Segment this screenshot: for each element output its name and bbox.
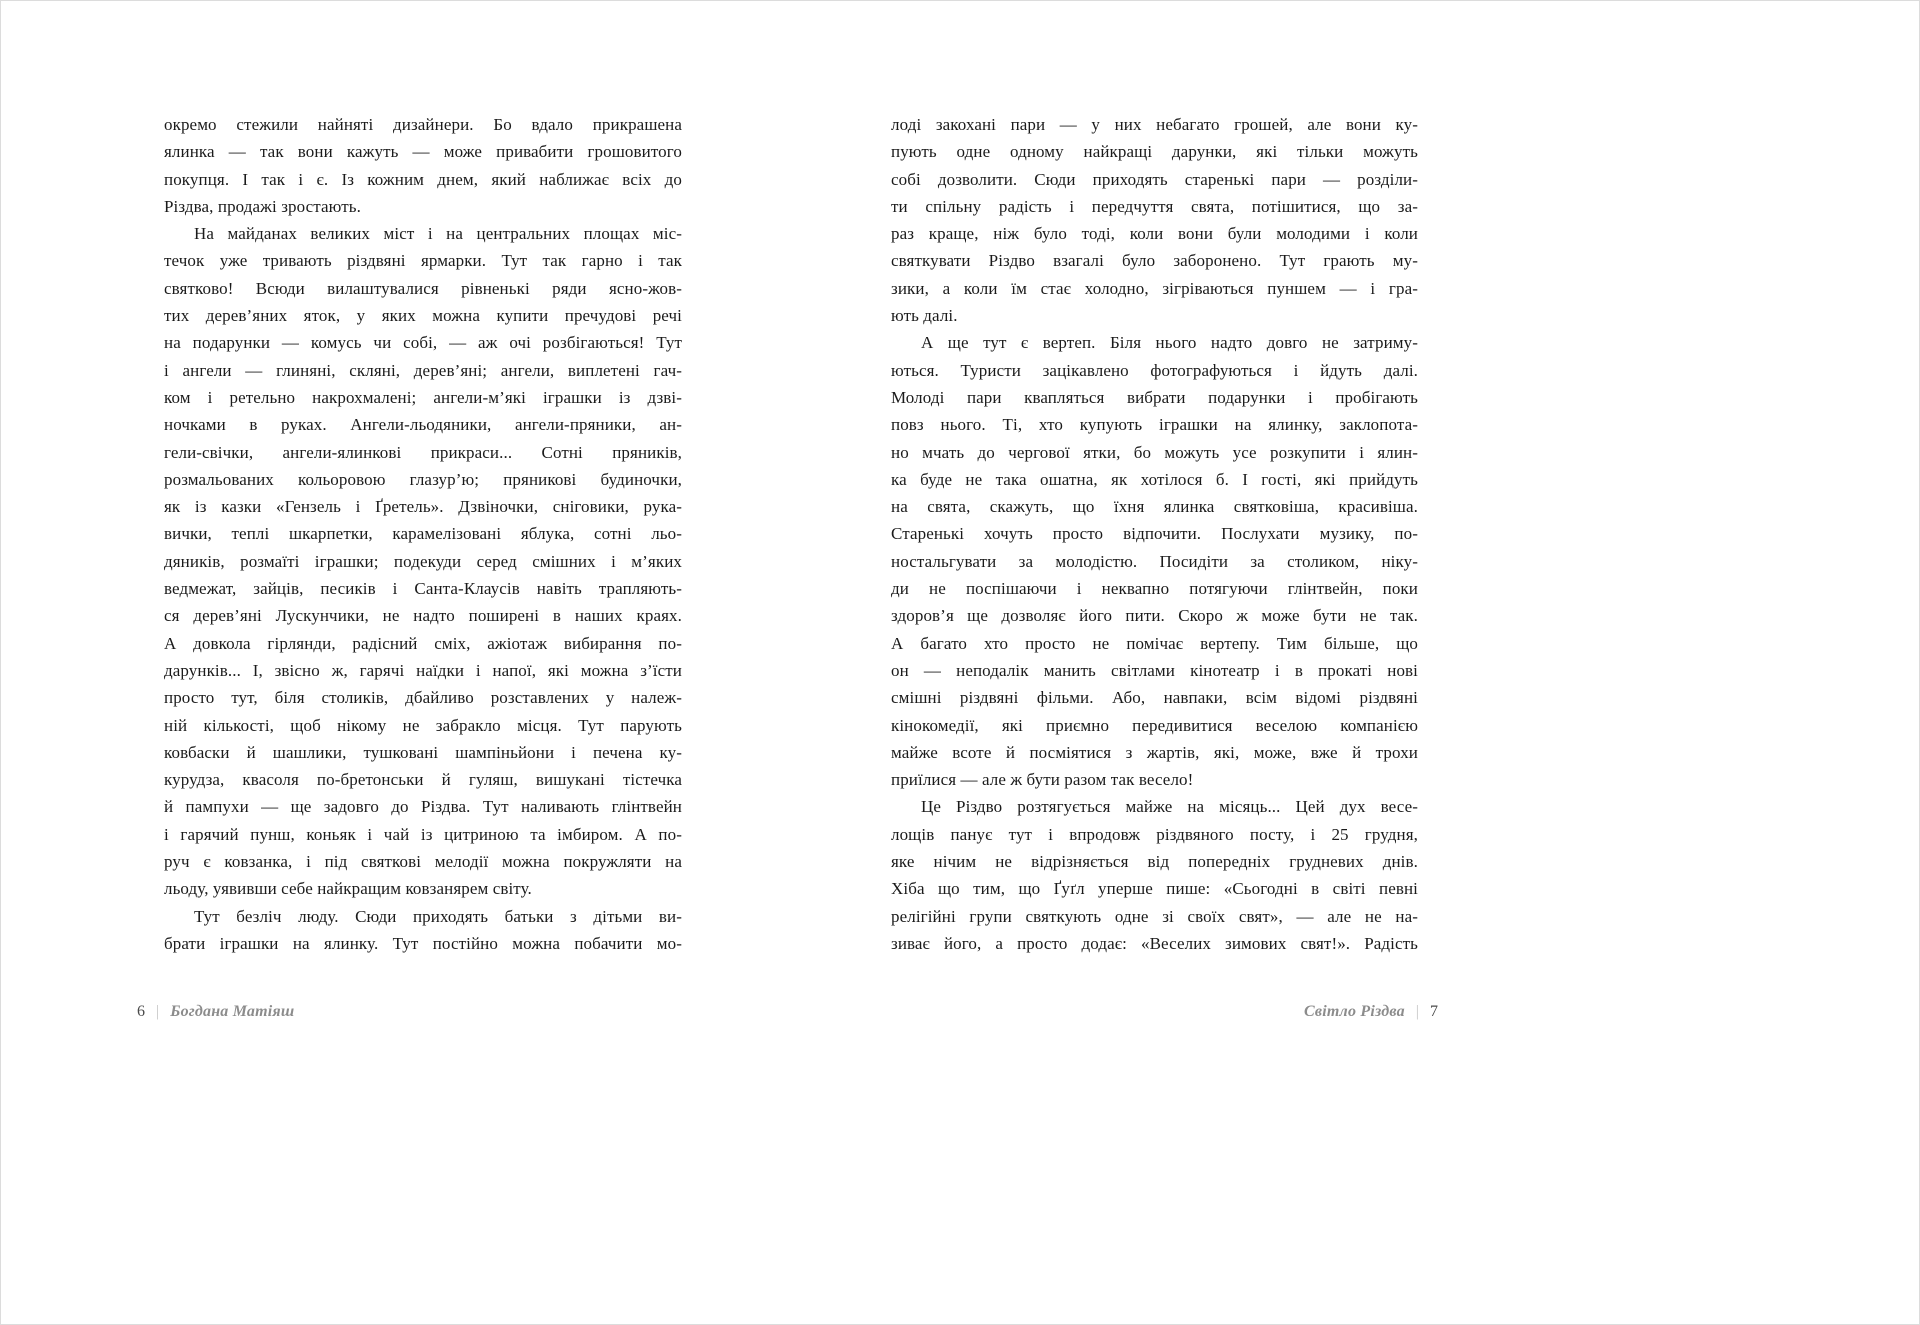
- text-line: ком і ретельно накрохмалені; ангели-м’які іграшки із дзві-: [164, 387, 682, 407]
- text-line: Це Різдво розтягується майже на місяць... Цей дух весе-: [921, 797, 1418, 817]
- text-line: курудза, квасоля по-бретонськи й гуляш, вишукані тістечка: [164, 770, 682, 790]
- paragraph: [164, 903, 682, 958]
- text-line: дяників, розмаїті іграшки; подекуди серед смішних і м’яких: [164, 551, 682, 571]
- text-line: ностальгувати за молодістю. Посидіти за столиком, ніку-: [891, 551, 1418, 571]
- text-line: святково! Всюди вилаштувалися рівненькі ряди ясно-жов-: [164, 278, 682, 298]
- text-line: лощів панує тут і впродовж різдвяного посту, і 25 грудня,: [891, 824, 1418, 844]
- text-line: і гарячий пунш, коньяк і чай із цитриною та імбиром. А по-: [164, 824, 682, 844]
- text-line: на подарунки — комусь чи собі, — аж очі розбігаються! Тут: [164, 333, 682, 353]
- page-number-right: 7: [1430, 1003, 1438, 1020]
- text-line: здоров’я ще дозволяє його пити. Скоро ж може бути не так.: [891, 606, 1418, 626]
- page-right-text-column: [891, 111, 1418, 963]
- text-line: й пампухи — ще задовго до Різдва. Тут наливають глінтвейн: [164, 797, 682, 817]
- text-line: зиває його, а просто додає: «Веселих зимових свят!». Радість: [891, 933, 1418, 953]
- text-line: ній кількості, щоб нікому не забракло місця. Тут парують: [164, 715, 682, 735]
- text-line: руч є ковзанка, і під святкові мелодії можна покружляти на: [164, 852, 682, 872]
- paragraph: [164, 111, 682, 220]
- text-line: просто тут, біля столиків, дбайливо розставлених у належ-: [164, 688, 682, 708]
- text-line: святкувати Різдво взагалі було заборонено. Тут грають му-: [891, 251, 1418, 271]
- text-line: приїлися — але ж бути разом так весело!: [891, 770, 1194, 790]
- text-line: А багато хто просто не помічає вертепу. Тим більше, що: [891, 633, 1418, 653]
- text-line: майже всоте й посміятися з жартів, які, може, вже й трохи: [891, 742, 1418, 762]
- book-title-running-head: Світло Різдва: [1304, 1003, 1405, 1020]
- text-line: ка буде не така ошатна, як хотілося б. І гості, які прийдуть: [891, 469, 1418, 489]
- text-line: ся дерев’яні Лускунчики, не надто поширені в наших краях.: [164, 606, 682, 626]
- text-line: Хіба що тим, що Ґуґл уперше пише: «Сьогодні в світі певні: [891, 879, 1418, 899]
- text-line: А довкола гірлянди, радісний сміх, ажіотаж вибирання по-: [164, 633, 682, 653]
- text-line: пують одне одному найкращі дарунки, які тільки можуть: [891, 142, 1418, 162]
- page-left-text-column: [164, 111, 682, 963]
- footer-separator-right: |: [1415, 1003, 1419, 1020]
- text-line: раз краще, ніж було тоді, коли вони були молодими і коли: [891, 224, 1418, 244]
- text-line: течок уже тривають різдвяні ярмарки. Тут так гарно і так: [164, 251, 682, 271]
- text-line: і ангели — глиняні, скляні, дерев’яні; ангели, виплетені гач-: [164, 360, 682, 380]
- page-right-footer: [891, 1001, 1438, 1023]
- paragraph: [164, 220, 682, 902]
- text-line: лоді закохані пари — у них небагато грошей, але вони ку-: [891, 115, 1418, 134]
- text-line: вички, теплі шкарпетки, карамелізовані яблука, сотні льо-: [164, 524, 682, 544]
- text-line: гели-свічки, ангели-ялинкові прикраси... Сотні пряників,: [164, 442, 682, 462]
- text-line: кінокомедії, які приємно передивитися веселою компанією: [891, 715, 1418, 735]
- text-line: яке нічим не відрізняється від попередніх грудневих днів.: [891, 852, 1418, 872]
- paragraph: [891, 329, 1418, 793]
- text-line: на свята, скажуть, що їхня ялинка святковіша, красивіша.: [891, 497, 1418, 517]
- text-line: ночками в руках. Ангели-льодяники, ангели-пряники, ан-: [164, 415, 682, 435]
- text-line: смішні різдвяні фільми. Або, навпаки, всім відомі різдвяні: [891, 688, 1418, 708]
- paragraph: [891, 793, 1418, 957]
- text-line: собі дозволити. Сюди приходять старенькі пари — розділи-: [891, 169, 1418, 189]
- text-line: ють далі.: [891, 306, 958, 326]
- text-line: На майданах великих міст і на центральних площах міс-: [194, 224, 682, 244]
- text-line: розмальованих кольоровою глазур’ю; пряникові будиночки,: [164, 469, 682, 489]
- text-line: но мчать до чергової ятки, бо можуть усе розкупити і ялин-: [891, 442, 1418, 462]
- text-line: як із казки «Гензель і Ґретель». Дзвіночки, сніговики, рука-: [164, 497, 682, 517]
- text-line: Старенькі хочуть просто відпочити. Послухати музику, по-: [891, 524, 1418, 544]
- text-line: Молоді пари квапляться вибрати подарунки і пробігають: [891, 387, 1418, 407]
- text-line: он — неподалік манить світлами кінотеатр і в прокаті нові: [891, 660, 1418, 680]
- text-line: ялинка — так вони кажуть — може привабити грошовитого: [164, 142, 682, 162]
- text-line: ються. Туристи зацікавлено фотографуються і йдуть далі.: [891, 360, 1418, 380]
- text-line: покупця. І так і є. Із кожним днем, який наближає всіх до: [164, 169, 682, 189]
- paragraph: [891, 111, 1418, 329]
- text-line: Різдва, продажі зростають.: [164, 196, 361, 216]
- text-line: окремо стежили найняті дизайнери. Бо вдало прикрашена: [164, 115, 682, 134]
- text-line: повз нього. Ті, хто купують іграшки на ялинку, заклопота-: [891, 415, 1418, 435]
- footer-separator-left: |: [156, 1003, 160, 1020]
- text-line: ведмежат, зайців, песиків і Санта-Клаусів навіть трапляють-: [164, 579, 682, 599]
- page-number-left: 6: [137, 1003, 145, 1020]
- text-line: зики, а коли їм стає холодно, зігріваються пуншем — і гра-: [891, 278, 1418, 298]
- text-line: ти спільну радість і передчуття свята, потішитися, що за-: [891, 196, 1418, 216]
- text-line: льоду, уявивши себе найкращим ковзанярем світу.: [164, 879, 532, 899]
- text-line: А ще тут є вертеп. Біля нього надто довго не затриму-: [921, 333, 1418, 353]
- text-line: ковбаски й шашлики, тушковані шампіньйони і печена ку-: [164, 742, 682, 762]
- page-left-footer: [137, 1001, 294, 1023]
- text-line: тих дерев’яних яток, у яких можна купити пречудові речі: [164, 306, 682, 326]
- text-line: релігійні групи святкують одне зі своїх свят», — але не на-: [891, 906, 1418, 926]
- text-line: брати іграшки на ялинку. Тут постійно можна побачити мо-: [164, 933, 682, 953]
- text-line: дарунків... І, звісно ж, гарячі наїдки і напої, які можна з’їсти: [164, 660, 682, 680]
- text-line: Тут безліч люду. Сюди приходять батьки з дітьми ви-: [194, 906, 682, 926]
- text-line: ди не поспішаючи і неквапно потягуючи глінтвейн, поки: [891, 579, 1418, 599]
- author-running-head: Богдана Матіяш: [170, 1003, 295, 1020]
